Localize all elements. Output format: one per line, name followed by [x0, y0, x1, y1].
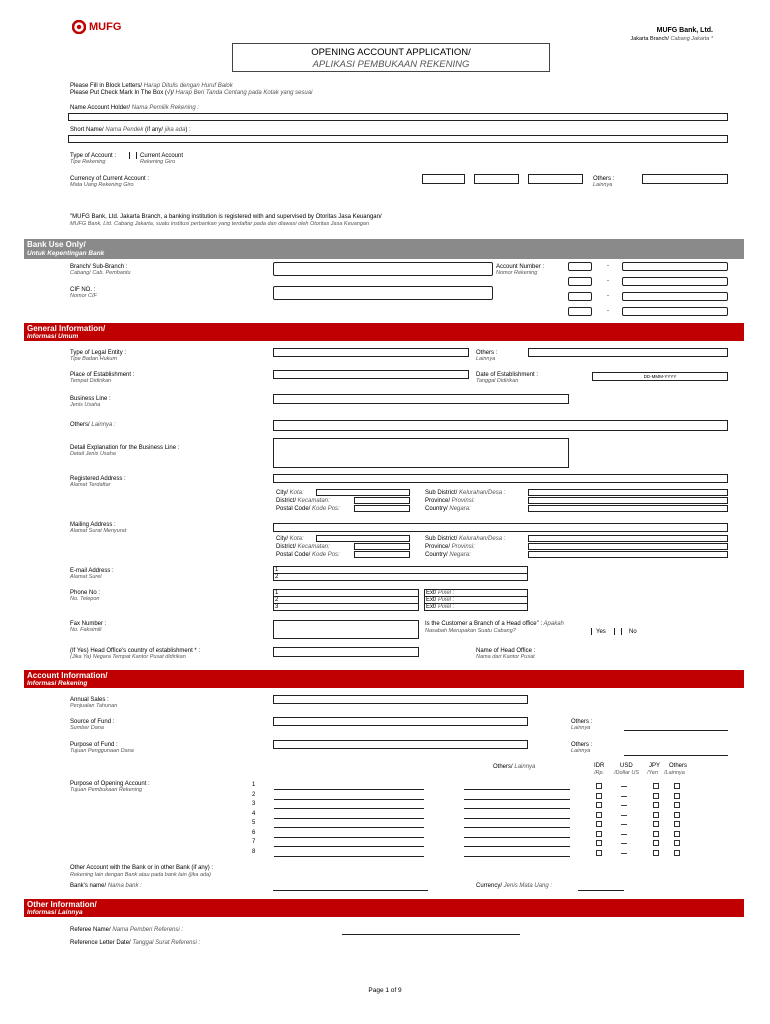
mail-subdistrict-input[interactable] — [528, 535, 728, 542]
purpose-line[interactable] — [274, 837, 424, 838]
mailing-label: Mailing Address : — [70, 522, 116, 528]
account-dash-1: - — [607, 263, 609, 269]
branch-label: Branch/ Sub-Branch : — [70, 264, 128, 270]
usd-checkbox[interactable] — [621, 824, 627, 825]
purpose-row-number: 1 — [252, 782, 256, 788]
account-number-body-2[interactable] — [622, 277, 728, 286]
idr-checkbox[interactable] — [596, 802, 602, 808]
date-est-input[interactable] — [592, 372, 728, 381]
other-info-header — [24, 899, 744, 917]
date-est-label: Date of Establishment : — [476, 372, 539, 378]
purpose-line[interactable] — [274, 856, 424, 857]
detail-input[interactable] — [273, 438, 569, 468]
short-name-label: Short Name/ Nama Pendek (if any/ jika ada) : — [70, 127, 191, 133]
cif-sub: Nomor CIF — [70, 293, 97, 299]
hq-name-label: Name of Head Office : — [476, 648, 536, 654]
currency-others-label: Others : — [593, 176, 615, 182]
mail-province-input[interactable] — [528, 543, 728, 550]
bank-name-line[interactable] — [273, 890, 428, 891]
type-account-label: Type of Account : — [70, 153, 117, 159]
legal-others-label: Others : — [476, 350, 498, 356]
purpose-row-number: 5 — [252, 820, 256, 826]
others2-input[interactable] — [273, 420, 728, 431]
ext-label-1: Ext/ Pixel : — [426, 590, 455, 596]
bank-name: MUFG Bank, Ltd. — [656, 27, 713, 34]
account-number-prefix-4[interactable] — [568, 307, 592, 316]
purpose-line[interactable] — [274, 827, 424, 828]
purpose-others-line[interactable] — [464, 827, 570, 828]
ref-date-label: Reference Letter Date/ Tanggal Surat Referensi : — [70, 940, 201, 946]
legal-entity-sub: Tipe Badan Hukum — [70, 356, 118, 362]
cur-oth-sub: /Lainnya — [664, 770, 685, 776]
date-format-hint: DD-MMM-YYYY — [643, 374, 677, 379]
legal-entity-input[interactable] — [273, 348, 469, 357]
account-number-body-4[interactable] — [622, 307, 728, 316]
jpy-checkbox[interactable] — [653, 850, 659, 856]
cur-idr-header: IDR — [594, 763, 605, 769]
currency-label: Currency of Current Account : — [70, 176, 150, 182]
usd-checkbox[interactable] — [621, 853, 627, 854]
purpose-fund-input[interactable] — [273, 740, 528, 749]
source-others-label: Others : — [571, 719, 593, 725]
account-info-subtitle: Informasi Rekening — [27, 680, 88, 687]
idr-checkbox[interactable] — [596, 812, 602, 818]
phone-num-1: 1 — [275, 590, 279, 596]
mailing-input[interactable] — [273, 523, 728, 532]
page-title-id: APLIKASI PEMBUKAAN REKENING — [312, 59, 470, 70]
cur-jpy-header: JPY — [649, 763, 661, 769]
account-info-header — [24, 670, 744, 688]
jpy-checkbox[interactable] — [653, 802, 659, 808]
currency-box-2[interactable] — [474, 174, 519, 184]
idr-checkbox[interactable] — [596, 793, 602, 799]
page-number: Page 1 of 9 — [368, 987, 402, 994]
purpose-others-line[interactable] — [464, 856, 570, 857]
idr-checkbox[interactable] — [596, 850, 602, 856]
general-info-subtitle: Informasi Umum — [27, 333, 79, 340]
branch-question-label: Is the Customer a Branch of a Head office" : Apakah — [425, 621, 564, 627]
jpy-checkbox[interactable] — [653, 840, 659, 846]
usd-checkbox[interactable] — [621, 843, 627, 844]
no-checkbox[interactable] — [621, 628, 622, 635]
usd-checkbox[interactable] — [621, 834, 627, 835]
fax-label: Fax Number : — [70, 621, 107, 627]
bank-use-subtitle: Untuk Kepentingan Bank — [27, 250, 105, 257]
mail-postal-label: Postal Code/ Kode Pos: — [276, 552, 340, 558]
purpose-others-line[interactable] — [464, 837, 570, 838]
account-number-label: Account Number : — [496, 264, 545, 270]
yes-checkbox-right — [614, 628, 615, 635]
account-dash-2: - — [607, 278, 609, 284]
no-label: No — [629, 629, 637, 635]
reg-city-label: City/ Kota: — [276, 490, 304, 496]
instruction-2: Please Put Check Mark In The Box (√)/ Harap Beri Tanda Centang pada Kotak yang sesuai — [70, 90, 313, 96]
general-info-header — [24, 323, 744, 341]
idr-checkbox[interactable] — [596, 831, 602, 837]
fund-others-line[interactable] — [624, 755, 728, 756]
mail-country-label: Country/ Negara: — [425, 552, 471, 558]
idr-checkbox[interactable] — [596, 821, 602, 827]
currency2-label: Currency/ Jenis Mata Uang : — [476, 883, 553, 889]
currency-box-3[interactable] — [528, 174, 583, 184]
purpose-row-number: 6 — [252, 829, 256, 836]
currency-others-input[interactable] — [642, 174, 728, 184]
page-title: OPENING ACCOUNT APPLICATION/ — [311, 47, 471, 58]
purpose-fund-label: Purpose of Fund : — [70, 742, 118, 748]
cur-idr-sub: /Rp. — [594, 770, 605, 776]
source-input[interactable] — [273, 717, 528, 726]
reg-postal-input[interactable] — [354, 505, 410, 512]
mail-subdistrict-label: Sub District/ Kelurahan/Desa : — [425, 536, 506, 542]
short-name-input[interactable] — [68, 135, 728, 143]
account-dash-3: - — [607, 293, 609, 299]
reg-district-label: District/ Kecamatan: — [276, 498, 330, 504]
purpose-open-sub: Tujuan Pembukaan Rekening — [70, 787, 143, 793]
others-checkbox[interactable] — [674, 850, 680, 856]
account-info-title: Account Information/ — [27, 671, 108, 680]
logo-text: MUFG — [89, 21, 122, 33]
other-bank-sub: Rekening lain dengan Bank atau pada bank lain (jika ada) — [70, 872, 211, 878]
idr-checkbox[interactable] — [596, 840, 602, 846]
cif-label: CIF NO. : — [70, 287, 96, 293]
type-account-sub: Tipe Rekening — [70, 159, 106, 165]
disclaimer-en: "MUFG Bank, Ltd. Jakarta Branch, a banking institution is registered with and supervised by Otoritas Jasa Keuangan/ — [70, 214, 382, 220]
usd-checkbox[interactable] — [621, 815, 627, 816]
others-checkbox[interactable] — [674, 840, 680, 846]
phone-num-3: 3 — [275, 604, 279, 610]
title-box — [232, 43, 550, 72]
current-account-sub: Rekening Giro — [140, 159, 176, 165]
purpose-others-line[interactable] — [464, 818, 570, 819]
usd-checkbox[interactable] — [621, 805, 627, 806]
fax-sub: No. Faksimili — [70, 627, 102, 633]
hq-country-input[interactable] — [273, 647, 419, 657]
current-account-checkbox[interactable] — [129, 152, 130, 159]
referee-label: Referee Name/ Nama Pemberi Referensi : — [70, 927, 184, 933]
jpy-checkbox[interactable] — [653, 812, 659, 818]
email-sub: Alamat Surel — [70, 574, 102, 580]
fax-input[interactable] — [273, 620, 419, 639]
purpose-row-number: 4 — [252, 810, 256, 817]
source-label: Source of Fund : — [70, 719, 115, 725]
account-number-body-1[interactable] — [622, 262, 728, 271]
purpose-open-label: Purpose of Opening Account : — [70, 781, 150, 787]
mail-district-label: District/ Kecamatan: — [276, 544, 330, 550]
purpose-others-line[interactable] — [464, 789, 570, 790]
purpose-row-number: 7 — [252, 839, 256, 845]
email-num-1: 1 — [275, 567, 279, 573]
purpose-row-number: 3 — [252, 801, 256, 807]
purpose-line[interactable] — [274, 808, 424, 809]
source-others-line[interactable] — [624, 730, 728, 731]
ext-label-3: Ext/ Pixel : — [426, 604, 455, 610]
hq-country-label: (If Yes) Head Office's country of establishment * : — [70, 648, 201, 654]
currency-others-header: Others/ Lainnya — [493, 764, 536, 770]
currency2-line[interactable] — [578, 890, 624, 891]
purpose-line[interactable] — [274, 846, 424, 847]
sales-sub: Penjualan Tahunan — [70, 703, 118, 709]
purpose-line[interactable] — [274, 789, 424, 790]
current-account-label: Current Account — [140, 153, 184, 159]
cur-usd-sub: /Dollar US — [614, 770, 640, 776]
phone-sub: No. Telepon — [70, 596, 100, 602]
source-others-sub: Lainnya — [571, 725, 591, 731]
purpose-others-line[interactable] — [464, 808, 570, 809]
mufg-logo-icon — [72, 20, 86, 34]
usd-checkbox[interactable] — [621, 796, 627, 797]
registered-sub: Alamat Terdaftar — [70, 482, 111, 488]
name-holder-label: Name Account Holder/ Nama Pemilik Rekening : — [70, 105, 200, 111]
place-est-input[interactable] — [273, 370, 469, 379]
ext-input-3[interactable] — [424, 603, 528, 611]
usd-checkbox[interactable] — [621, 786, 627, 787]
purpose-row-number: 2 — [252, 791, 256, 798]
business-line-label: Business Line : — [70, 396, 111, 402]
currency-others-sub: Lainnya — [593, 182, 613, 188]
bank-use-header — [24, 239, 744, 259]
phone-label: Phone No : — [70, 590, 101, 596]
reg-city-input[interactable] — [316, 489, 410, 496]
reg-district-input[interactable] — [354, 497, 410, 504]
reg-country-label: Country/ Negara: — [425, 506, 471, 512]
mufg-logo — [72, 20, 132, 34]
source-sub: Sumber Dana — [70, 725, 104, 731]
cur-oth-header: Others — [669, 763, 688, 769]
idr-checkbox[interactable] — [596, 783, 602, 789]
branch-question-sub: Nasabah Merupakan Suatu Cabang? — [425, 628, 516, 634]
others-checkbox[interactable] — [674, 812, 680, 818]
purpose-row-number: 8 — [252, 848, 256, 855]
detail-label: Detail Explanation for the Business Line : — [70, 445, 180, 451]
others-checkbox[interactable] — [674, 821, 680, 827]
other-bank-label: Other Account with the Bank or in other Bank (if any) : — [70, 865, 214, 871]
bank-name-label: Bank's name/ Nama bank : — [70, 883, 142, 889]
sales-input[interactable] — [273, 695, 528, 704]
cur-usd-header: USD — [620, 763, 633, 769]
mailing-sub: Alamat Surat Menyurat — [70, 528, 127, 534]
yes-label: Yes — [596, 629, 606, 635]
account-number-body-3[interactable] — [622, 292, 728, 301]
account-number-prefix-1[interactable] — [568, 262, 592, 271]
cur-jpy-sub: /Yen — [647, 770, 659, 776]
fund-others-sub: Lainnya — [571, 748, 591, 754]
mail-province-label: Province/ Provinsi: — [425, 544, 475, 550]
hq-country-sub: (Jika Ya) Negara Tempat Kantor Pusat didirikan — [70, 654, 186, 660]
jpy-checkbox[interactable] — [653, 821, 659, 827]
date-est-sub: Tanggal Didirikan — [476, 378, 519, 384]
reg-postal-label: Postal Code/ Kode Pos: — [276, 506, 340, 512]
others-checkbox[interactable] — [674, 783, 680, 789]
current-account-checkbox-right — [136, 152, 137, 159]
name-holder-input[interactable] — [68, 113, 728, 121]
branch-name: Jakarta Branch/ Cabang Jakarta * — [630, 36, 713, 42]
registered-input[interactable] — [273, 474, 728, 483]
account-number-sub: Nomor Rekening — [496, 270, 538, 276]
reg-subdistrict-input[interactable] — [528, 489, 728, 496]
yes-checkbox[interactable] — [591, 628, 592, 635]
account-number-prefix-2[interactable] — [568, 277, 592, 286]
disclaimer-id: MUFG Bank, Ltd. Cabang Jakarta, suatu institusi perbankan yang terdaftar pada dan diawasi oleh Otoritas Jasa Keuangan — [70, 221, 370, 227]
sales-label: Annual Sales : — [70, 697, 109, 703]
email-input-2[interactable] — [273, 573, 528, 581]
reg-province-label: Province/ Provinsi: — [425, 498, 475, 504]
business-line-sub: Jenis Usaha — [70, 402, 101, 408]
jpy-checkbox[interactable] — [653, 831, 659, 837]
hq-name-sub: Nama dari Kantor Pusat — [476, 654, 535, 660]
others-checkbox[interactable] — [674, 793, 680, 799]
legal-others-input[interactable] — [528, 348, 728, 357]
email-num-2: 2 — [275, 574, 279, 580]
phone-input-3[interactable] — [273, 603, 419, 611]
others-checkbox[interactable] — [674, 802, 680, 808]
branch-sub: Cabang/ Cab. Pembantu — [70, 270, 131, 276]
others-checkbox[interactable] — [674, 831, 680, 837]
purpose-line[interactable] — [274, 799, 424, 800]
reg-subdistrict-label: Sub District/ Kelurahan/Desa : — [425, 490, 506, 496]
other-info-title: Other Information/ — [27, 900, 97, 909]
instruction-1: Please Fill in Block Letters/ Harap Ditulis dengan Huruf Balok — [70, 83, 233, 89]
mail-country-input[interactable] — [528, 551, 728, 558]
registered-label: Registered Address : — [70, 476, 126, 482]
phone-num-2: 2 — [275, 597, 279, 603]
bank-use-title: Bank Use Only/ — [27, 240, 86, 249]
referee-line[interactable] — [342, 934, 520, 935]
other-info-subtitle: Informasi Lainnya — [27, 909, 83, 916]
account-dash-4: - — [607, 308, 609, 314]
mail-postal-input[interactable] — [354, 551, 410, 558]
mail-district-input[interactable] — [354, 543, 410, 550]
business-line-input[interactable] — [273, 394, 569, 404]
jpy-checkbox[interactable] — [653, 793, 659, 799]
reg-province-input[interactable] — [528, 497, 728, 504]
detail-sub: Detail Jenis Usaha — [70, 451, 116, 457]
email-label: E-mail Address : — [70, 568, 114, 574]
purpose-others-line[interactable] — [464, 799, 570, 800]
reg-country-input[interactable] — [528, 505, 728, 512]
ext-label-2: Ext/ Pixel : — [426, 597, 455, 603]
currency-sub: Mata Uang Rekening Giro — [70, 182, 134, 188]
jpy-checkbox[interactable] — [653, 783, 659, 789]
account-number-prefix-3[interactable] — [568, 292, 592, 301]
place-est-label: Place of Establishment : — [70, 372, 135, 378]
mail-city-label: City/ Kota: — [276, 536, 304, 542]
cif-input[interactable] — [273, 286, 493, 300]
others2-label: Others/ Lainnya : — [70, 422, 116, 428]
purpose-fund-sub: Tujuan Penggunaan Dana — [70, 748, 134, 754]
purpose-line[interactable] — [274, 818, 424, 819]
mail-city-input[interactable] — [316, 535, 410, 542]
purpose-others-line[interactable] — [464, 846, 570, 847]
legal-entity-label: Type of Legal Entity : — [70, 350, 127, 356]
legal-others-sub: Lainnya — [476, 356, 496, 362]
general-info-title: General Information/ — [27, 324, 106, 333]
currency-box-1[interactable] — [422, 174, 465, 184]
place-est-sub: Tempat Didirikan — [70, 378, 112, 384]
branch-input[interactable] — [273, 262, 493, 276]
fund-others-label: Others : — [571, 742, 593, 748]
